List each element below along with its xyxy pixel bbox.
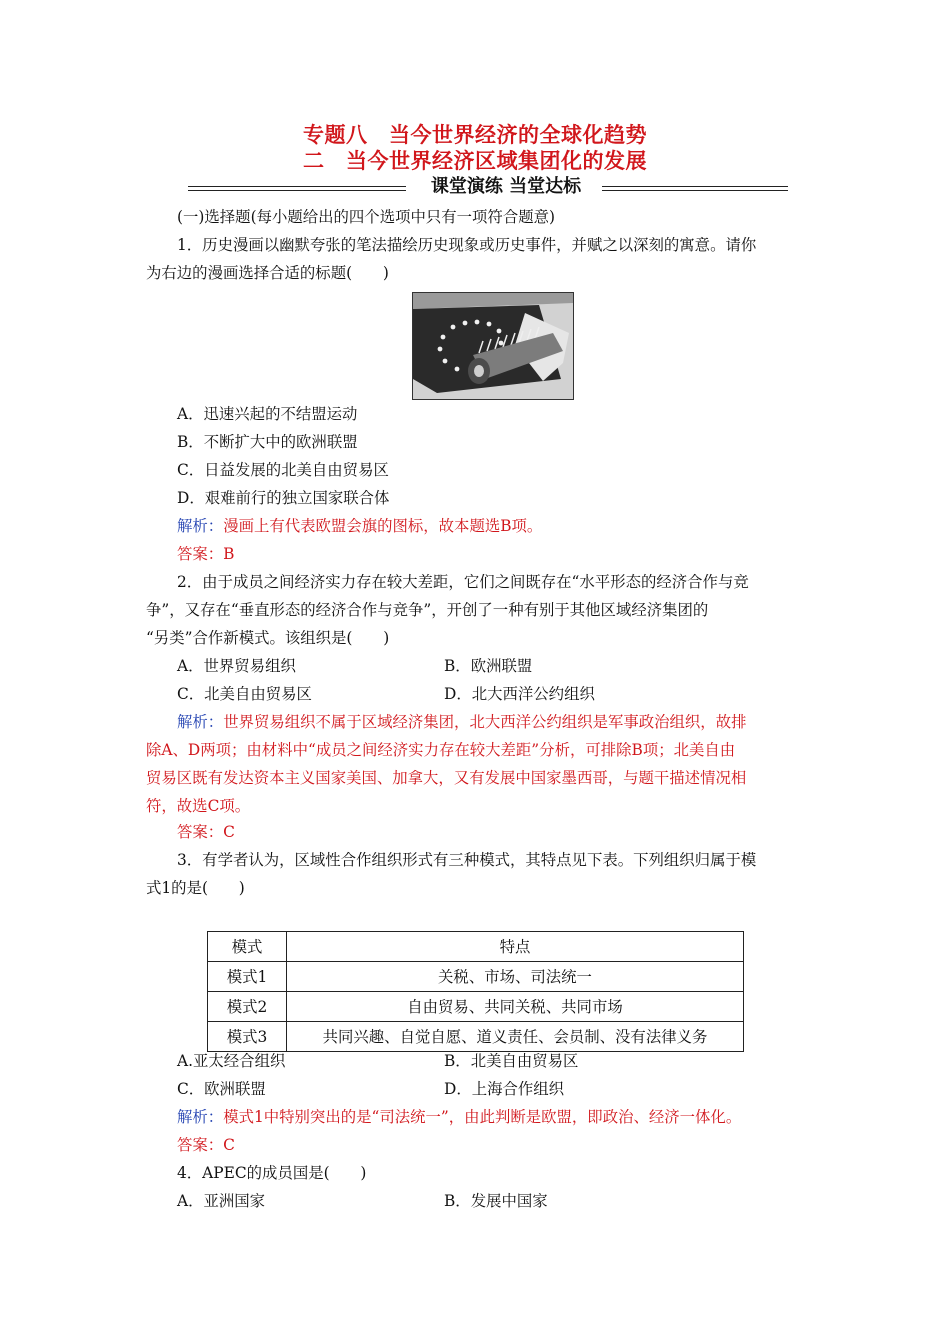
table-header-cell: 特点 bbox=[287, 932, 744, 962]
page-title-line2: 二 当今世界经济区域集团化的发展 bbox=[303, 149, 647, 173]
q2-analysis-line3: 贸易区既有发达资本主义国家美国、加拿大，又有发展中国家墨西哥，与题干描述情况相 bbox=[146, 769, 747, 787]
section-banner bbox=[188, 176, 788, 198]
table-cell: 关税、市场、司法统一 bbox=[287, 962, 744, 992]
q2-option-a: A．世界贸易组织 bbox=[177, 657, 296, 675]
page-title-line1: 专题八 当今世界经济的全球化趋势 bbox=[303, 123, 647, 147]
q1-option-b: B．不断扩大中的欧洲联盟 bbox=[177, 433, 358, 451]
mode-table bbox=[207, 931, 744, 1052]
table-cell: 模式2 bbox=[208, 992, 287, 1022]
q2-analysis-line1 bbox=[177, 712, 746, 732]
q3-stem-line2: 式1的是( ) bbox=[146, 879, 245, 897]
q3-answer: 答案：C bbox=[177, 1136, 235, 1154]
table-header-row bbox=[208, 932, 744, 962]
q1-option-d: D．艰难前行的独立国家联合体 bbox=[177, 489, 390, 507]
q2-analysis-line4: 符，故选C项。 bbox=[146, 797, 251, 815]
q2-stem-line3: “另类”合作新模式。该组织是( ) bbox=[146, 629, 390, 647]
q1-analysis bbox=[177, 516, 542, 536]
q1-stem-line1: 1．历史漫画以幽默夸张的笔法描绘历史现象或历史事件，并赋之以深刻的寓意。请你 bbox=[177, 236, 757, 254]
q4-option-b: B．发展中国家 bbox=[444, 1192, 548, 1210]
q1-stem-line2: 为右边的漫画选择合适的标题( ) bbox=[146, 264, 389, 282]
q2-analysis-text: 世界贸易组织不属于区域经济集团，北大西洋公约组织是军事政治组织，故排 bbox=[223, 713, 747, 731]
q2-stem-line2: 争”，又存在“垂直形态的经济合作与竞争”，开创了一种有别于其他区域经济集团的 bbox=[146, 601, 709, 619]
table-cell: 模式1 bbox=[208, 962, 287, 992]
q2-analysis-line2: 除A、D两项；由材料中“成员之间经济实力存在较大差距”分析，可排除B项；北美自由 bbox=[146, 741, 736, 759]
banner-rule-right bbox=[602, 186, 788, 191]
q1-analysis-text: 漫画上有代表欧盟会旗的图标，故本题选B项。 bbox=[223, 517, 543, 535]
q3-option-a: A.亚太经合组织 bbox=[177, 1052, 286, 1070]
banner-text: 课堂演练 当堂达标 bbox=[430, 176, 582, 197]
q3-option-b: B．北美自由贸易区 bbox=[444, 1052, 579, 1070]
banner-rule-left bbox=[188, 186, 406, 191]
table-row bbox=[208, 992, 744, 1022]
q1-option-c: C．日益发展的北美自由贸易区 bbox=[177, 461, 389, 479]
q2-option-c: C．北美自由贸易区 bbox=[177, 685, 312, 703]
q3-analysis bbox=[177, 1107, 741, 1127]
q2-analysis-label: 解析： bbox=[177, 713, 224, 731]
q3-analysis-label: 解析： bbox=[177, 1108, 224, 1126]
q2-option-d: D．北大西洋公约组织 bbox=[444, 685, 595, 703]
q3-analysis-text: 模式1中特别突出的是“司法统一”，由此判断是欧盟，即政治、经济一体化。 bbox=[223, 1108, 742, 1126]
eu-flag-cartoon-image bbox=[412, 292, 574, 400]
table-header-cell: 模式 bbox=[208, 932, 287, 962]
q1-option-a: A．迅速兴起的不结盟运动 bbox=[177, 405, 358, 423]
q3-stem-line1: 3．有学者认为，区域性合作组织形式有三种模式，其特点见下表。下列组织归属于模 bbox=[177, 851, 757, 869]
q4-stem: 4．APEC的成员国是( ) bbox=[177, 1164, 367, 1182]
q2-answer: 答案：C bbox=[177, 823, 235, 841]
cartoon-illustration bbox=[413, 293, 573, 399]
table-cell: 共同兴趣、自觉自愿、道义责任、会员制、没有法律义务 bbox=[287, 1022, 744, 1052]
q4-option-a: A．亚洲国家 bbox=[177, 1192, 266, 1210]
q2-stem-line1: 2．由于成员之间经济实力存在较大差距，它们之间既存在“水平形态的经济合作与竞 bbox=[177, 573, 749, 591]
q3-option-d: D．上海合作组织 bbox=[444, 1080, 565, 1098]
table-row bbox=[208, 1022, 744, 1052]
table-row bbox=[208, 962, 744, 992]
table-cell: 模式3 bbox=[208, 1022, 287, 1052]
q2-option-b: B．欧洲联盟 bbox=[444, 657, 533, 675]
q1-analysis-label: 解析： bbox=[177, 517, 224, 535]
q1-answer: 答案：B bbox=[177, 545, 235, 563]
section-heading: (一)选择题(每小题给出的四个选项中只有一项符合题意) bbox=[177, 208, 556, 226]
q3-option-c: C．欧洲联盟 bbox=[177, 1080, 266, 1098]
table-cell: 自由贸易、共同关税、共同市场 bbox=[287, 992, 744, 1022]
